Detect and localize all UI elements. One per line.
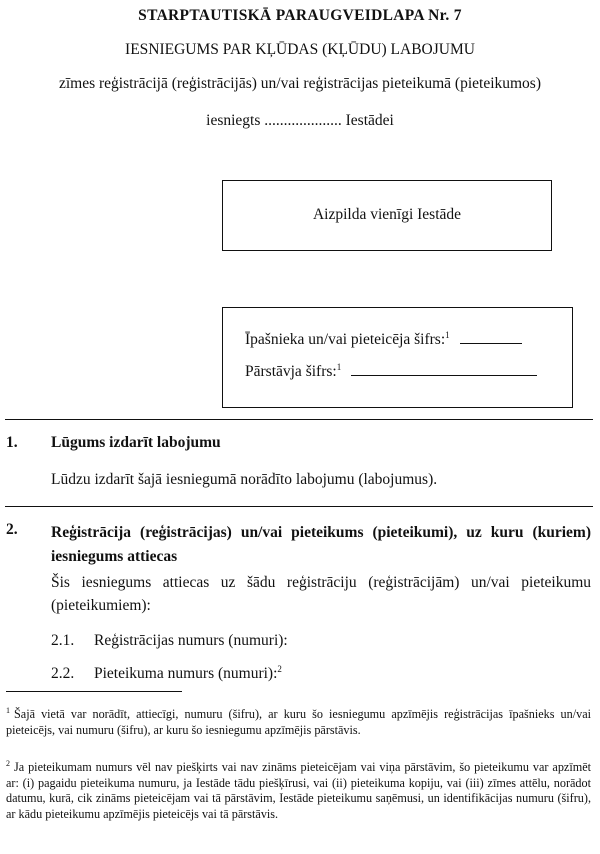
- footnote-1: [6, 707, 591, 738]
- owner-code-label: Īpašnieka un/vai pieteicēja šifrs:: [245, 331, 446, 348]
- footnote-2: [6, 760, 591, 822]
- footnote-2-mark: 2: [6, 759, 10, 768]
- footnote-1-text: Šajā vietā var norādīt, attiecīgi, numuru (šifru), ar kuru šo iesniegumu apzīmējis reģistrācijas īpašnieks un/vai pieteicējs, vai numuru (šifru), ar kuru šo iesniegumu apzīmējis pārstāvis.: [6, 707, 591, 737]
- office-use-box: [222, 180, 552, 251]
- form-subtitle: IESNIEGUMS PAR KĻŪDAS (KĻŪDU) LABOJUMU: [125, 41, 475, 58]
- application-numbers-label: [94, 665, 282, 683]
- office-use-label: Aizpilda vienīgi Iestāde: [312, 206, 462, 223]
- form-subject-line: zīmes reģistrācijā (reģistrācijās) un/vai reģistrācijas pieteikumā (pieteikumos): [58, 75, 542, 92]
- section-1-heading: Lūgums izdarīt labojumu: [51, 434, 221, 451]
- registration-numbers-text: Reģistrācijas numurs (numuri):: [94, 632, 288, 649]
- form-title: STARPTAUTISKĀ PARAUGVEIDLAPA Nr. 7: [138, 7, 462, 24]
- section-2-number: 2.: [6, 521, 18, 538]
- application-numbers-text: Pieteikuma numurs (numuri):: [94, 665, 278, 682]
- section-2-heading: Reģistrācija (reģistrācijas) un/vai pieteikums (pieteikumi), uz kuru (kuriem) iesniegums attiecas: [51, 524, 591, 565]
- section-2-body: Šis iesniegums attiecas uz šādu reģistrāciju (reģistrācijām) un/vai pieteikumu (pieteikumiem):: [51, 574, 591, 614]
- submitted-to-office-line: iesniegts .................... Iestādei: [206, 112, 394, 129]
- representative-code-footnote-mark: 1: [336, 362, 342, 372]
- owner-code-row: [245, 329, 522, 349]
- section-divider: [5, 419, 593, 420]
- footnote-separator: [6, 691, 182, 692]
- section-1-body: Lūdzu izdarīt šajā iesniegumā norādīto labojumu (labojumus).: [51, 471, 438, 488]
- application-numbers-footnote-mark: 2: [277, 664, 282, 674]
- owner-code-field[interactable]: [460, 329, 522, 344]
- representative-code-label: Pārstāvja šifrs:: [245, 363, 337, 380]
- registration-numbers-label: [94, 632, 288, 650]
- item-2-2-number: 2.2.: [51, 665, 75, 682]
- section-divider: [5, 506, 593, 507]
- item-2-1-number: 2.1.: [51, 632, 75, 649]
- footnote-2-text: Ja pieteikumam numurs vēl nav piešķirts vai nav zināms pieteicējam vai viņa pārstāvim, šo pieteikumu var apzīmēt ar: (i) pagaidu pieteikuma numuru, ja Iestāde tādu piešķīrusi, vai (ii) pieteikuma kopiju, vai (iii) zīmes attēlu, norādot datumu, kurā, cik zināms pieteicējam vai tā pārstāvim, Iestāde pieteikumu saņēmusi, un identifikācijas numuru (šifru), ar kādu pieteikumu apzīmējis pieteicējs vai tā pārstāvis.: [6, 760, 591, 821]
- representative-code-field[interactable]: [351, 361, 537, 376]
- section-1-number: 1.: [6, 434, 18, 451]
- footnote-1-mark: 1: [6, 706, 10, 715]
- reference-codes-box: [222, 307, 573, 408]
- representative-code-row: [245, 361, 537, 381]
- owner-code-footnote-mark: 1: [445, 330, 450, 340]
